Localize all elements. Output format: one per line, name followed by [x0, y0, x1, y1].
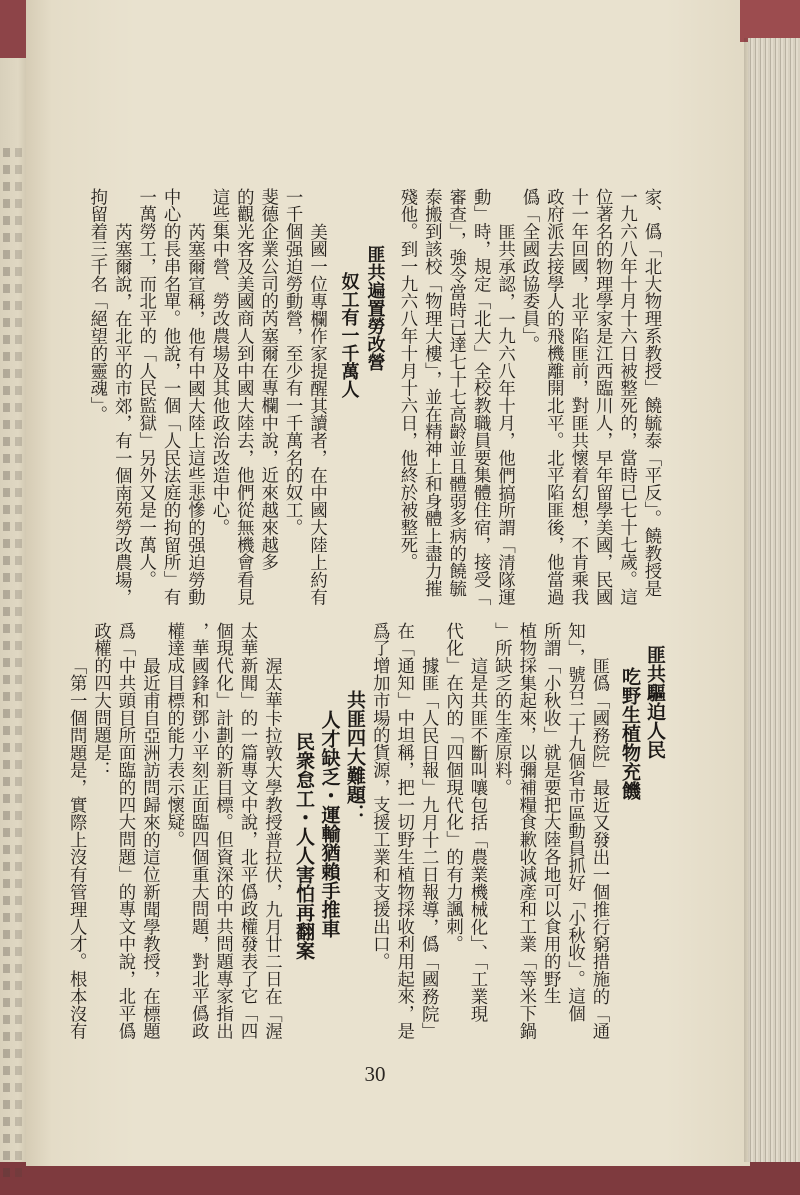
paragraph: [161, 622, 283, 1050]
text-line: 的觀光客及美國商人到中國大陸去，他們從無機會看見: [233, 188, 254, 606]
text-line: 一萬勞工，而北平的「人民監獄」另外又是一萬人。: [135, 188, 156, 589]
text-line: 位著名的物理學家是江西臨川人，早年留學美國，民國: [592, 188, 613, 606]
headline-line: 匪共驅迫人民: [644, 645, 666, 759]
text-line: 泰搬到該校「物理大樓」，並在精神上和身體上盡力摧: [421, 188, 442, 597]
text-line: 政權的四大問題是：: [90, 622, 111, 779]
paragraph: [133, 188, 206, 616]
page-edge-shadow: [744, 38, 750, 1162]
text-line: 個現代化」計劃的新目標。但資深的中共問題專家指出: [212, 622, 233, 1040]
paragraph: [88, 622, 161, 1050]
headline-line: 人才缺乏・運輸猶賴手推車: [318, 710, 341, 938]
headline-line: 吃野生植物充饑: [619, 667, 641, 800]
lower-text-block: [40, 622, 667, 1050]
upper-text-block: [60, 188, 663, 616]
paragraph: [84, 188, 133, 616]
text-line: 這是共匪不斷叫嚷包括「農業機械化」、「工業現: [466, 656, 487, 1023]
text-line: ，華國鋒和鄧小平刻正面臨四個重大問題，對北平僞政: [188, 622, 209, 1040]
text-line: 權達成目標的能力表示懷疑。: [163, 622, 184, 849]
text-line: 斐德企業公司的芮塞爾在專欄中說，近來越來越多: [257, 188, 278, 571]
paragraph: [517, 188, 663, 616]
paragraph: [489, 622, 611, 1050]
headline-line: 匪共遍置勞改營: [364, 245, 386, 371]
text-line: 政府派去接學人的飛機離開北平。北平陷匪後，他當過: [543, 188, 564, 606]
text-line: 十一年回國，北平陷匪前，對匪共懷着幻想，不肯乘我: [567, 188, 588, 606]
paragraph: [440, 622, 489, 1050]
text-line: 」所缺乏的生產原料。: [491, 622, 512, 796]
paragraph: [207, 188, 329, 616]
text-line: 匪共承認，一九六八年十月，他們搞所謂「清隊運: [494, 222, 515, 606]
text-line: 僞「全國政協委員」。: [518, 188, 539, 354]
text-line: 美國一位專欄作家提醒其讀者，在中國大陸上約有: [306, 222, 327, 606]
page-edges-stack: [748, 38, 800, 1162]
text-line: 中心的長串名單。他說，一個「人民法庭的拘留所」有: [160, 188, 181, 606]
text-line: 殘他。到一九六八年十月十六日，他終於被整死。: [396, 188, 417, 571]
headline-line: 共匪四大難題：: [343, 690, 366, 823]
article-headline: [617, 622, 667, 1050]
text-line: 渥太華卡拉敦大學教授普拉伏，九月廿二日在「渥: [261, 656, 282, 1040]
article-headline: [290, 622, 367, 1050]
text-line: 太華新聞」的一篇專文中說，北平僞政權發表了它「四: [237, 622, 258, 1040]
text-line: 在「通知」中坦稱，把一切野生植物採收利用起來，是: [393, 622, 414, 1040]
text-line: 代化」在內的「四個現代化」的有力諷刺。: [442, 622, 463, 953]
text-line: 芮塞爾宣稱，他有中國大陸上這些悲慘的强迫勞動: [184, 222, 205, 606]
page-edges-top: [740, 0, 800, 42]
paragraph: [64, 622, 88, 1050]
text-line: 所謂「小秋收」就是要把大陸各地可以食用的野生: [540, 622, 561, 1005]
text-line: 「第一個問題是，實際上沒有管理人才。根本沒有: [66, 656, 87, 1040]
headline-line: 民衆怠工・人人害怕再翻案: [292, 732, 315, 960]
paragraph: [367, 622, 440, 1050]
article-headline: [336, 188, 388, 616]
text-line: 一千個强迫勞動營，至少有一千萬名的奴工。: [282, 188, 303, 536]
text-line: 審查」，強令當時已達七十七高齡並且體弱多病的饒毓: [445, 188, 466, 597]
text-line: 知」，號召二十九個省市區動員抓好「小秋收」。這個: [564, 622, 585, 1023]
ink-bleed: [3, 148, 10, 1178]
text-line: 家、僞「北大物理系教授」饒毓泰「平反」。饒教授是: [641, 188, 661, 597]
page-number: 30: [364, 1062, 386, 1086]
headline-line: 奴工有一千萬人: [338, 272, 360, 398]
text-line: 拘留着三千名「絕望的靈魂」。: [86, 188, 107, 423]
text-line: 最近甫自亞洲訪問歸來的這位新聞學教授，在標題: [139, 656, 160, 1040]
text-line: 匪僞「國務院」最近又發出一個推行窮措施的「通: [589, 656, 609, 1040]
text-line: 動」時，規定「北大」全校教職員要集體住宿，接受「: [470, 188, 491, 606]
text-line: 爲了增加市場的貨源，支援工業和支援出口。: [369, 622, 390, 970]
text-line: 芮塞爾說，在北平的市郊，有一個南苑勞改農場，: [111, 222, 132, 606]
paragraph: [395, 188, 517, 616]
text-line: 植物採集起來，以彌補糧食歉收減產和工業「等米下鍋: [515, 622, 536, 1040]
previous-page-edge: [0, 58, 28, 1162]
ink-bleed: [15, 148, 22, 1178]
text-line: 這些集中營、勞改農場及其他政治改造中心。: [208, 188, 229, 536]
text-line: 據匪「人民日報」九月十二日報導，僞「國務院」: [418, 656, 439, 1040]
text-line: 一九六八年十月十六日被整死的，當時已七十七歲。這: [616, 188, 637, 606]
text-line: 爲「中共頭目所面臨的四大問題」的專文中說，北平僞: [115, 622, 135, 1040]
